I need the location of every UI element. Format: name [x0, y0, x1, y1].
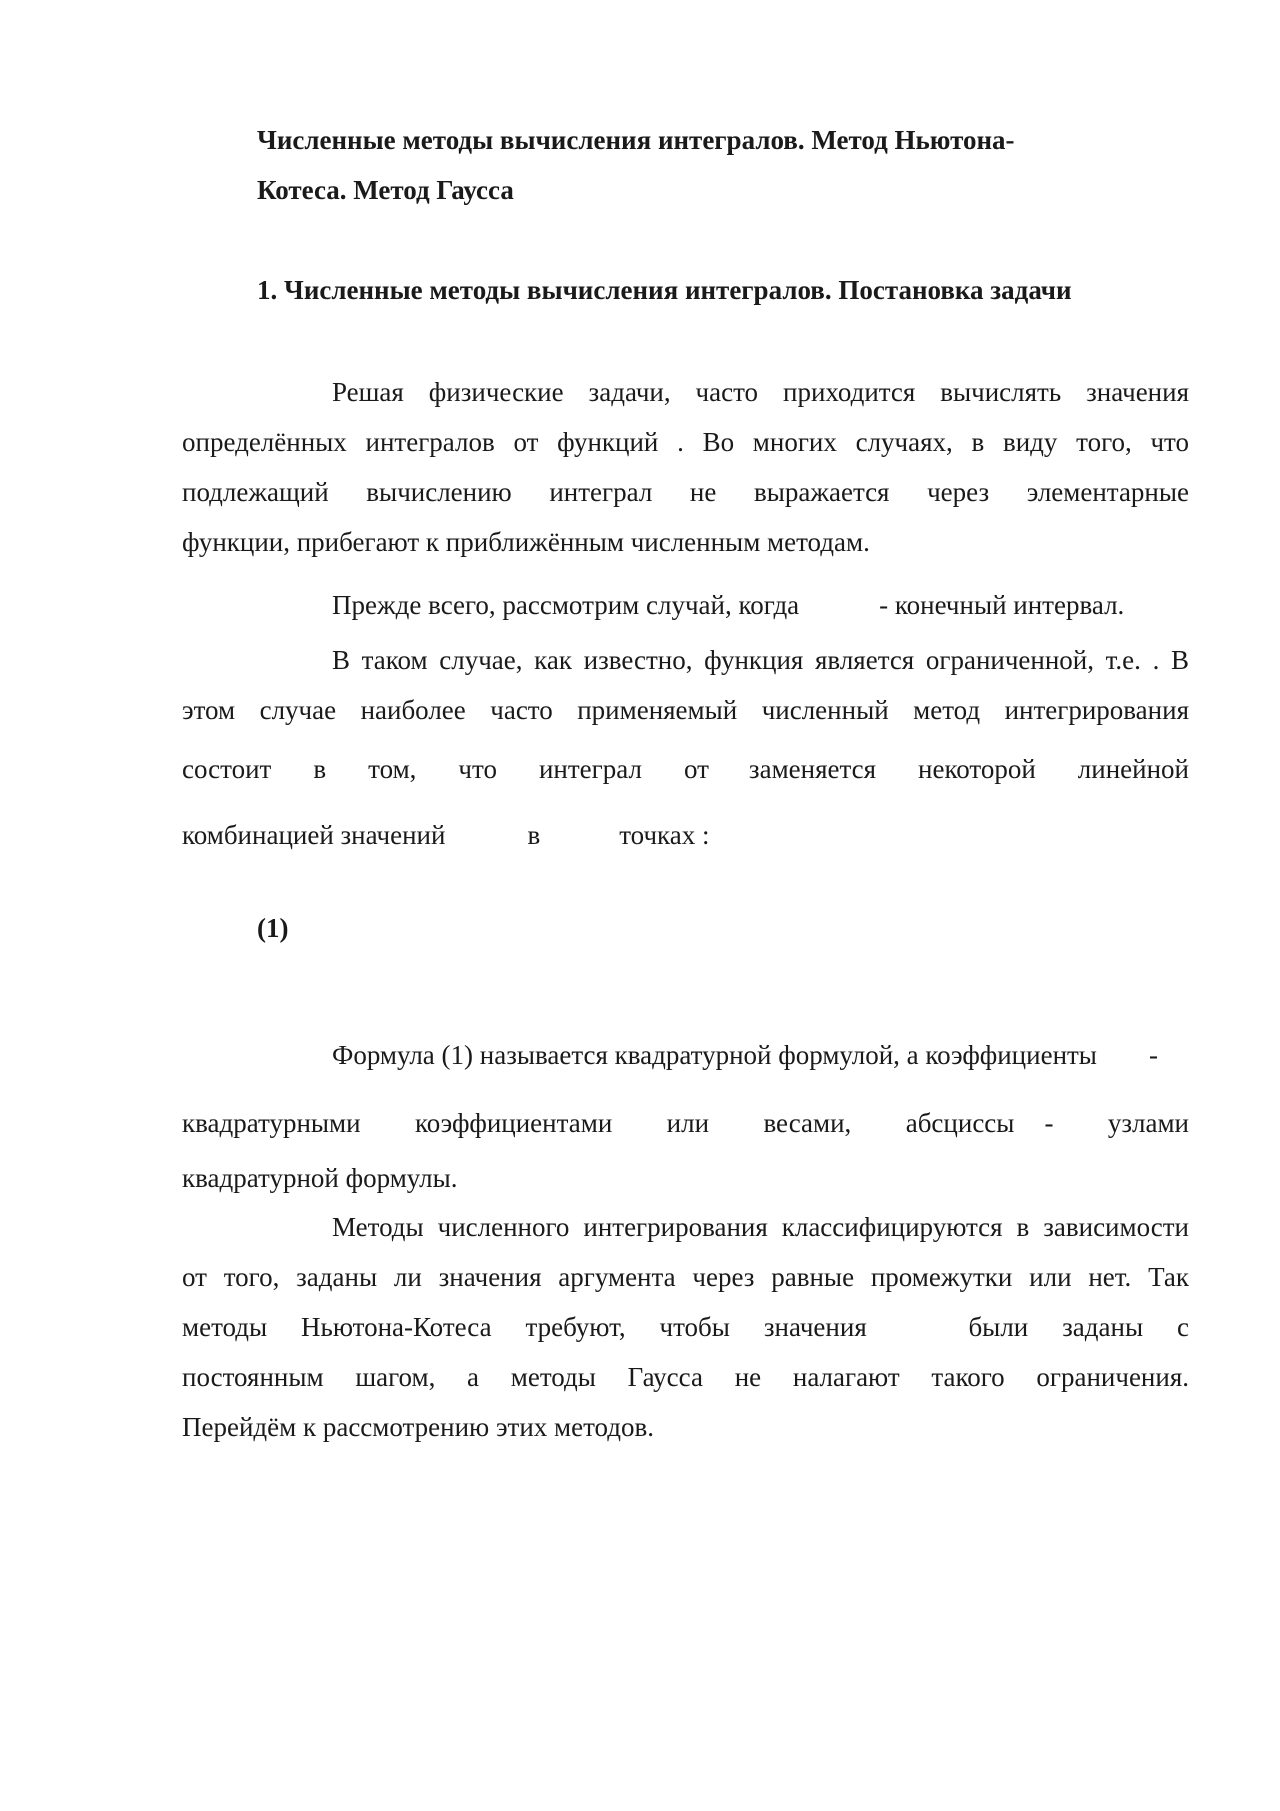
paragraph-line: квадратурной формулы. — [182, 1163, 458, 1193]
paragraph-4-line-3 — [182, 1153, 1189, 1203]
paragraph-text: квадратурными коэффициентами или весами, абсциссы — [182, 1108, 1015, 1138]
paragraph-line: функции, прибегают к приближённым численным методам. — [182, 527, 870, 557]
paragraph-text: состоит в том, что интеграл от — [182, 754, 709, 784]
paragraph-1 — [182, 367, 1189, 567]
section-heading: 1. Численные методы вычисления интегралов. Постановка задачи — [257, 275, 1072, 305]
paragraph-text: - конечный интервал. — [879, 590, 1125, 620]
title-line-1: Численные методы вычисления интегралов. Метод Ньютона- — [257, 125, 1015, 155]
paragraph-line: от того, заданы ли значения аргумента через равные промежутки или нет. Так — [182, 1262, 1189, 1292]
paragraph-line — [182, 580, 1189, 630]
paragraph-line — [182, 810, 1189, 860]
document-title — [257, 115, 1157, 215]
paragraph-line: Методы численного интегрирования классифицируются в зависимости — [332, 1212, 1189, 1242]
paragraph-text: в — [527, 820, 541, 850]
paragraph-line: постоянным шагом, а методы Гаусса не налагают такого ограничения. — [182, 1362, 1189, 1392]
paragraph-text: - — [1148, 1040, 1158, 1070]
paragraph-line: методы Ньютона-Котеса требуют, чтобы значения были заданы с — [182, 1312, 1189, 1342]
paragraph-3 — [182, 635, 1189, 735]
paragraph-2 — [182, 580, 1189, 630]
paragraph-line: этом случае наиболее часто применяемый численный метод интегрирования — [182, 695, 1189, 725]
paragraph-line: Решая физические задачи, часто приходится вычислять значения — [332, 377, 1189, 407]
paragraph-text: Формула (1) называется квадратурной формулой, а коэффициенты — [332, 1040, 1097, 1070]
paragraph-text: точках : — [619, 820, 710, 850]
paragraph-line: Перейдём к рассмотрению этих методов. — [182, 1412, 655, 1442]
paragraph-text: Прежде всего, рассмотрим случай, когда — [332, 590, 800, 620]
paragraph-text: комбинацией значений — [182, 820, 446, 850]
paragraph-text: заменяется некоторой линейной — [748, 754, 1190, 784]
paragraph-text: - узлами — [1044, 1108, 1190, 1138]
paragraph-line — [182, 744, 1189, 794]
equation-number: (1) — [257, 913, 289, 943]
paragraph-4 — [182, 1030, 1189, 1080]
paragraph-5 — [182, 1202, 1189, 1452]
paragraph-line — [182, 1098, 1189, 1148]
paragraph-3-line-3 — [182, 744, 1189, 794]
paragraph-4-line-2 — [182, 1098, 1189, 1148]
paragraph-line: определённых интегралов от функций . Во многих случаях, в виду того, что — [182, 427, 1189, 457]
paragraph-line: подлежащий вычислению интеграл не выражается через элементарные — [182, 477, 1189, 507]
paragraph-3-line-4 — [182, 810, 1189, 860]
title-line-2: Котеса. Метод Гаусса — [257, 175, 514, 205]
paragraph-line — [182, 1030, 1189, 1080]
paragraph-line: В таком случае, как известно, функция является ограниченной, т.е. . В — [332, 645, 1189, 675]
